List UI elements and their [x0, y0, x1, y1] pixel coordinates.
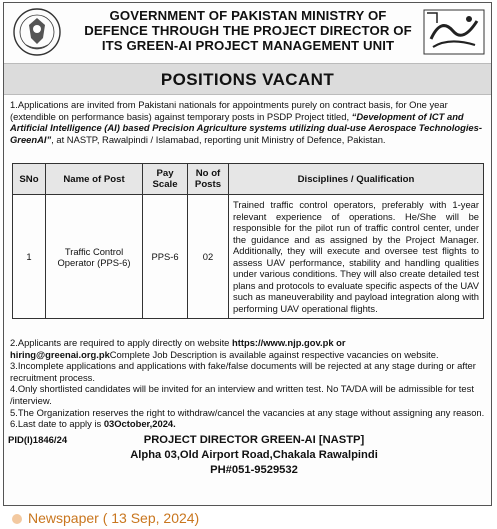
positions-table [12, 163, 484, 319]
note-4: 4.Only shortlisted candidates will be invited for an interview and written test. No TA/DA will be admissible for test /interview. [10, 383, 474, 406]
ad-header [4, 3, 491, 61]
footer-line-2: Alpha 03,Old Airport Road,Chakala Rawalpindi [130, 449, 378, 461]
header-line-1: GOVERNMENT OF PAKISTAN MINISTRY OF [109, 8, 387, 23]
project-title: “Development of ICT and Artificial Intelligence (AI) based Precision Agriculture systems utilizing dual-use Aerospace Technologies-GreenAI” [10, 110, 482, 145]
cell-post: Traffic Control Operator (PPS-6) [46, 195, 143, 319]
col-sno: SNo [13, 164, 46, 195]
footer-line-1: PROJECT DIRECTOR GREEN-AI [NASTP] [143, 434, 365, 446]
newspaper-icon [12, 514, 22, 524]
note-2 [10, 337, 488, 360]
header-line-3: ITS GREEN-AI PROJECT MANAGEMENT UNIT [101, 38, 395, 53]
positions-vacant-title: POSITIONS VACANT [160, 70, 335, 89]
header-line-2: DEFENCE THROUGH THE PROJECT DIRECTOR OF [84, 23, 412, 38]
note-6 [10, 418, 488, 430]
footer-line-3: PH#051-9529532 [210, 464, 298, 476]
note-2-text-1: 2.Applicants are required to apply directly on website [10, 337, 232, 348]
job-advertisement [3, 2, 492, 506]
col-scale: Pay Scale [143, 164, 188, 195]
intro-text-2: , at NASTP, Rawalpindi / Islamabad, reporting unit Ministry of Defence, Pakistan. [51, 133, 386, 145]
cell-qualification: Trained traffic control operators, preferably with 1-year relevant experience of operations. He/She will be responsible for the pilot run of traffic control center, under the guidance and as assigned by the Project Manager. Additionally, they will execute and oversee test flights to assess UAV performance, stability and handling qualities under various conditions. They will also create detailed test plans and protocols to evaluate specific aspects of the UAV such as maneuverability and payload integration along with performing UAV operational flights. [229, 195, 484, 319]
cell-scale: PPS-6 [143, 195, 188, 319]
note-6-text: 6.Last date to apply is [10, 418, 104, 430]
col-post: Name of Post [46, 164, 143, 195]
positions-vacant-band [4, 63, 491, 95]
apply-website-link[interactable]: https://www.njp.gov.pk or hiring@greenai.org.pk [10, 337, 346, 360]
ad-footer [4, 429, 491, 479]
last-date: 03October,2024. [103, 418, 176, 430]
cell-sno: 1 [13, 195, 46, 319]
notes-section [10, 337, 488, 430]
cell-count: 02 [188, 195, 229, 319]
azm-e-istehkam-logo-icon [423, 9, 485, 55]
government-emblem-icon [12, 7, 62, 57]
note-3: 3.Incomplete applications and applications with fake/false documents will be rejected at any stage during or after recruitment process. [10, 360, 476, 383]
table-header-row [13, 164, 484, 195]
note-5: 5.The Organization reserves the right to withdraw/cancel the vacancies at any stage without assigning any reason. [10, 406, 485, 418]
caption-text: Newspaper ( 13 Sep, 2024) [28, 510, 200, 526]
col-qualification: Disciplines / Qualification [229, 164, 484, 195]
newspaper-caption [12, 510, 199, 526]
note-2-text-2: Complete Job Description is available against respective vacancies on website. [109, 348, 439, 360]
col-posts: No of Posts [188, 164, 229, 195]
intro-paragraph [10, 99, 488, 145]
intro-text-1: 1.Applications are invited from Pakistani nationals for appointments purely on contract basis, for One year (extendible on performance basis) against temporary posts in PSDP Project titled, [10, 99, 448, 122]
table-row [13, 195, 484, 319]
ad-header-title [68, 8, 428, 53]
pid-number: PID(I)1846/24 [8, 435, 68, 446]
